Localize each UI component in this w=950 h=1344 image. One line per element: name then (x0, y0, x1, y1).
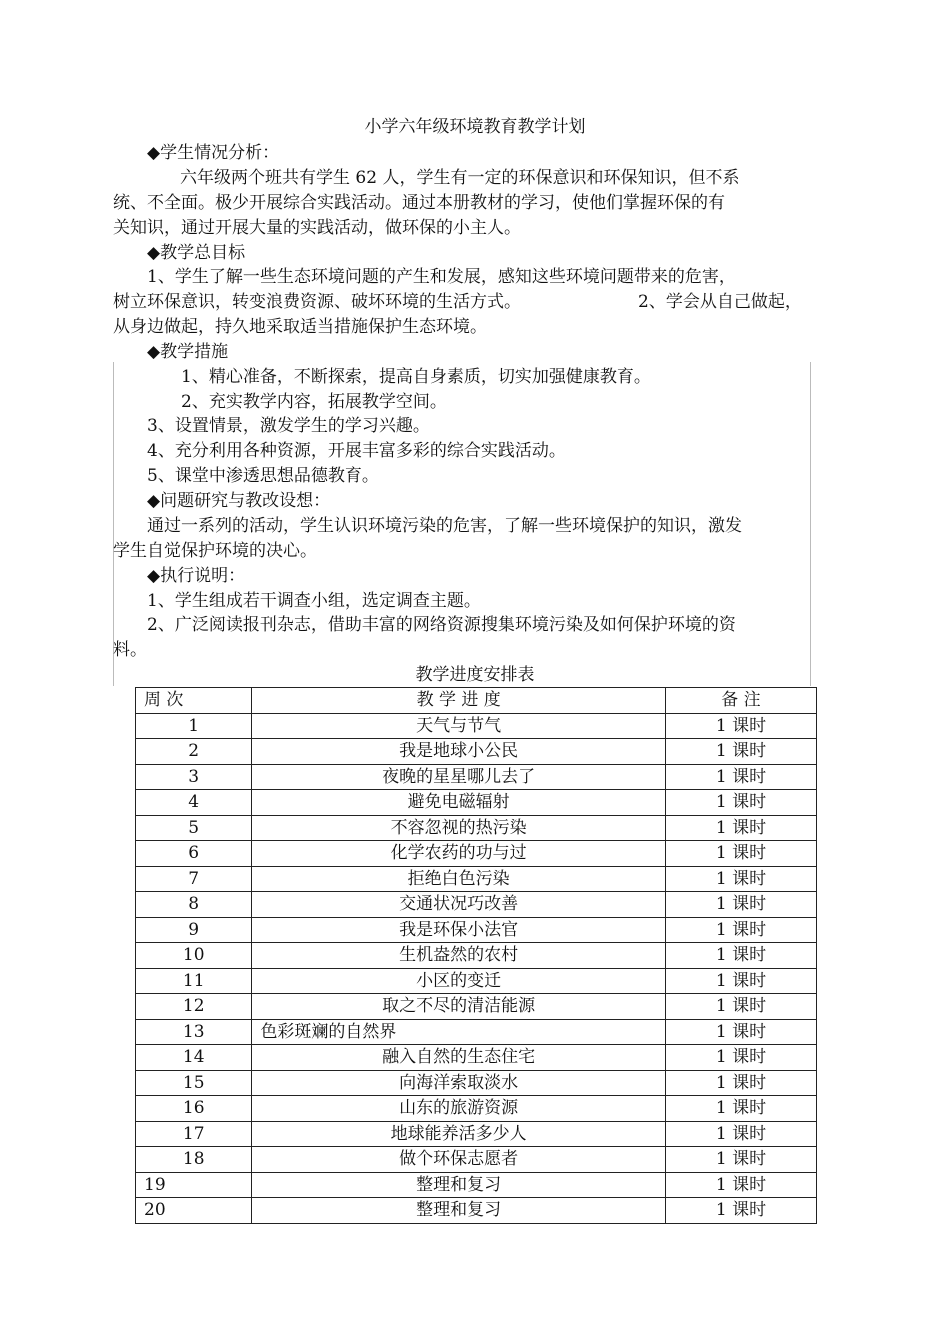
note-cell: 1 课时 (665, 917, 816, 943)
header-progress: 教 学 进 度 (252, 688, 665, 714)
table-row (136, 866, 817, 892)
note-cell: 1 课时 (665, 713, 816, 739)
section-heading-teaching-goal: ◆教学总目标 (147, 243, 246, 263)
topic-cell: 我是地球小公民 (252, 739, 665, 765)
note-cell: 1 课时 (665, 1121, 816, 1147)
table-row (136, 841, 817, 867)
table-row (136, 968, 817, 994)
table-row (136, 790, 817, 816)
list-item: 2、广泛阅读报刊杂志，借助丰富的网络资源搜集环境污染及如何保护环境的资 (147, 615, 736, 635)
table-row (136, 1019, 817, 1045)
week-cell: 4 (136, 790, 252, 816)
table-row (136, 764, 817, 790)
table-row (136, 1096, 817, 1122)
list-item: 3、设置情景，激发学生的学习兴趣。 (147, 416, 430, 436)
note-cell: 1 课时 (665, 892, 816, 918)
week-cell: 20 (136, 1198, 252, 1224)
topic-cell: 生机盎然的农村 (252, 943, 665, 969)
topic-cell: 地球能养活多少人 (252, 1121, 665, 1147)
header-week: 周 次 (136, 688, 252, 714)
week-cell: 9 (136, 917, 252, 943)
note-cell: 1 课时 (665, 790, 816, 816)
paragraph-line: 从身边做起，持久地采取适当措施保护生态环境。 (113, 317, 487, 337)
paragraph-line: 1、学生了解一些生态环境问题的产生和发展，感知这些环境问题带来的危害， (147, 267, 736, 287)
paragraph-line: 统、不全面。极少开展综合实践活动。通过本册教材的学习，使他们掌握环保的有 (113, 193, 725, 213)
topic-cell: 融入自然的生态住宅 (252, 1045, 665, 1071)
table-row (136, 1121, 817, 1147)
list-item: 4、充分利用各种资源，开展丰富多彩的综合实践活动。 (147, 441, 566, 461)
topic-cell: 天气与节气 (252, 713, 665, 739)
section-heading-student-analysis: ◆学生情况分析： (147, 143, 280, 163)
section-heading-execution: ◆执行说明： (147, 566, 246, 586)
list-item: 1、学生组成若干调查小组，选定调查主题。 (147, 591, 481, 611)
week-cell: 14 (136, 1045, 252, 1071)
week-cell: 17 (136, 1121, 252, 1147)
topic-cell: 化学农药的功与过 (252, 841, 665, 867)
note-cell: 1 课时 (665, 1019, 816, 1045)
topic-cell: 整理和复习 (252, 1198, 665, 1224)
week-cell: 16 (136, 1096, 252, 1122)
week-cell: 19 (136, 1172, 252, 1198)
week-cell: 10 (136, 943, 252, 969)
table-row (136, 1147, 817, 1173)
paragraph-line: 通过一系列的活动，学生认识环境污染的危害，了解一些环境保护的知识，激发 (147, 516, 742, 536)
week-cell: 6 (136, 841, 252, 867)
week-cell: 7 (136, 866, 252, 892)
note-cell: 1 课时 (665, 1096, 816, 1122)
note-cell: 1 课时 (665, 764, 816, 790)
note-cell: 1 课时 (665, 1172, 816, 1198)
topic-cell: 不容忽视的热污染 (252, 815, 665, 841)
list-item: 1、精心准备，不断探索，提高自身素质，切实加强健康教育。 (181, 367, 651, 387)
paragraph-line: 六年级两个班共有学生 62 人，学生有一定的环保意识和环保知识，但不系 (180, 168, 740, 188)
list-item: 5、课堂中渗透思想品德教育。 (147, 466, 379, 486)
note-cell: 1 课时 (665, 1147, 816, 1173)
list-item: 料。 (113, 640, 147, 660)
paragraph-line: 关知识，通过开展大量的实践活动，做环保的小主人。 (113, 218, 521, 238)
section-heading-teaching-measures: ◆教学措施 (147, 342, 229, 362)
note-cell: 1 课时 (665, 943, 816, 969)
note-cell: 1 课时 (665, 968, 816, 994)
note-cell: 1 课时 (665, 1070, 816, 1096)
topic-cell: 我是环保小法官 (252, 917, 665, 943)
note-cell: 1 课时 (665, 866, 816, 892)
week-cell: 5 (136, 815, 252, 841)
table-row (136, 1172, 817, 1198)
week-cell: 11 (136, 968, 252, 994)
table-header-row (136, 688, 817, 714)
topic-cell: 色彩斑斓的自然界 (252, 1019, 665, 1045)
table-row (136, 1045, 817, 1071)
note-cell: 1 课时 (665, 994, 816, 1020)
table-row (136, 739, 817, 765)
table-row (136, 713, 817, 739)
topic-cell: 小区的变迁 (252, 968, 665, 994)
topic-cell: 取之不尽的清洁能源 (252, 994, 665, 1020)
paragraph-line: 2、学会从自己做起， (638, 292, 802, 312)
week-cell: 12 (136, 994, 252, 1020)
table-row (136, 815, 817, 841)
table-row (136, 1070, 817, 1096)
topic-cell: 夜晚的星星哪儿去了 (252, 764, 665, 790)
document-title: 小学六年级环境教育教学计划 (364, 117, 586, 137)
table-row (136, 917, 817, 943)
week-cell: 13 (136, 1019, 252, 1045)
paragraph-line: 树立环保意识，转变浪费资源、破坏环境的生活方式。 (113, 292, 521, 312)
topic-cell: 拒绝白色污染 (252, 866, 665, 892)
table-row (136, 994, 817, 1020)
note-cell: 1 课时 (665, 815, 816, 841)
week-cell: 15 (136, 1070, 252, 1096)
header-note: 备 注 (665, 688, 816, 714)
table-row (136, 943, 817, 969)
topic-cell: 向海洋索取淡水 (252, 1070, 665, 1096)
week-cell: 8 (136, 892, 252, 918)
week-cell: 2 (136, 739, 252, 765)
week-cell: 3 (136, 764, 252, 790)
note-cell: 1 课时 (665, 739, 816, 765)
topic-cell: 交通状况巧改善 (252, 892, 665, 918)
table-row (136, 1198, 817, 1224)
schedule-table (135, 687, 817, 1224)
schedule-caption: 教学进度安排表 (415, 665, 535, 685)
topic-cell: 避免电磁辐射 (252, 790, 665, 816)
list-item: 2、充实教学内容，拓展教学空间。 (181, 392, 447, 412)
paragraph-line: 学生自觉保护环境的决心。 (113, 541, 317, 561)
note-cell: 1 课时 (665, 1198, 816, 1224)
note-cell: 1 课时 (665, 1045, 816, 1071)
section-heading-research: ◆问题研究与教改设想： (147, 491, 331, 511)
topic-cell: 做个环保志愿者 (252, 1147, 665, 1173)
table-row (136, 892, 817, 918)
week-cell: 18 (136, 1147, 252, 1173)
week-cell: 1 (136, 713, 252, 739)
topic-cell: 整理和复习 (252, 1172, 665, 1198)
note-cell: 1 课时 (665, 841, 816, 867)
topic-cell: 山东的旅游资源 (252, 1096, 665, 1122)
